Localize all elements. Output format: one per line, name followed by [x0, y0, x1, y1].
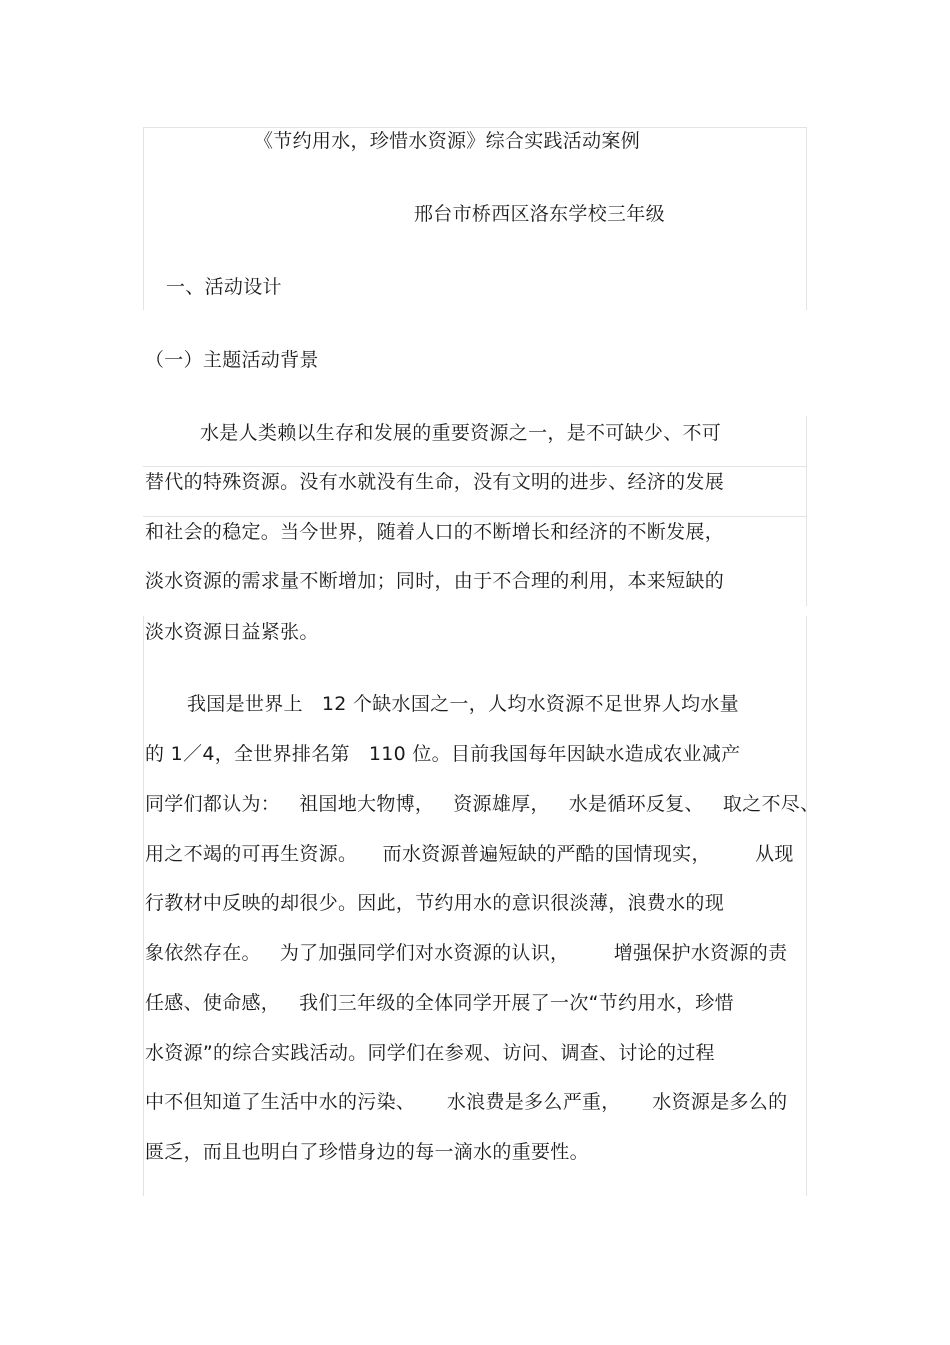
paragraph-2-line: 用之不竭的可再生资源。 而水资源普遍短缺的严酷的国情现实， 从现 — [145, 843, 794, 865]
section-heading: 一、活动设计 — [166, 276, 282, 298]
row-rule-1 — [143, 466, 807, 467]
frame-top-rule — [143, 127, 807, 128]
p1-right-rule — [806, 416, 807, 606]
paragraph-2-line: 中不但知道了生活中水的污染、 水浪费是多么严重， 水资源是多么的 — [145, 1091, 788, 1113]
para-right-rule — [806, 616, 807, 1196]
author-line: 邢台市桥西区洛东学校三年级 — [414, 203, 665, 225]
paragraph-1-line: 水是人类赖以生存和发展的重要资源之一，是不可缺少、不可 — [200, 422, 722, 444]
paragraph-2-line: 象依然存在。 为了加强同学们对水资源的认识， 增强保护水资源的责 — [145, 942, 788, 964]
subsection-heading: （一）主题活动背景 — [145, 349, 319, 371]
row-rule-2 — [143, 516, 807, 517]
document-title: 《节约用水，珍惜水资源》综合实践活动案例 — [254, 130, 641, 152]
paragraph-2-line: 的 1／4，全世界排名第 110 位。目前我国每年因缺水造成农业减产 — [145, 743, 741, 765]
paragraph-1-line: 和社会的稳定。当今世界，随着人口的不断增长和经济的不断发展， — [145, 521, 725, 543]
frame-left-rule — [143, 127, 144, 310]
paragraph-2-line: 匮乏，而且也明白了珍惜身边的每一滴水的重要性。 — [145, 1141, 589, 1163]
paragraph-1-line: 替代的特殊资源。没有水就没有生命，没有文明的进步、经济的发展 — [145, 471, 725, 493]
paragraph-2-line: 行教材中反映的却很少。因此，节约用水的意识很淡薄，浪费水的现 — [145, 892, 725, 914]
paragraph-2-line: 同学们都认为： 祖国地大物博， 资源雄厚， 水是循环反复、 取之不尽、 — [145, 793, 820, 815]
paragraph-1-line: 淡水资源的需求量不断增加；同时，由于不合理的利用，本来短缺的 — [145, 570, 725, 592]
paragraph-2-line: 任感、使命感， 我们三年级的全体同学开展了一次“节约用水，珍惜 — [145, 992, 734, 1014]
paragraph-2-line: 水资源”的综合实践活动。同学们在参观、访问、调查、讨论的过程 — [145, 1042, 715, 1064]
paragraph-1-line: 淡水资源日益紧张。 — [145, 621, 319, 643]
para-left-rule — [143, 616, 144, 1196]
paragraph-2-line: 我国是世界上 12 个缺水国之一，人均水资源不足世界人均水量 — [187, 693, 739, 715]
frame-right-rule — [806, 127, 807, 310]
